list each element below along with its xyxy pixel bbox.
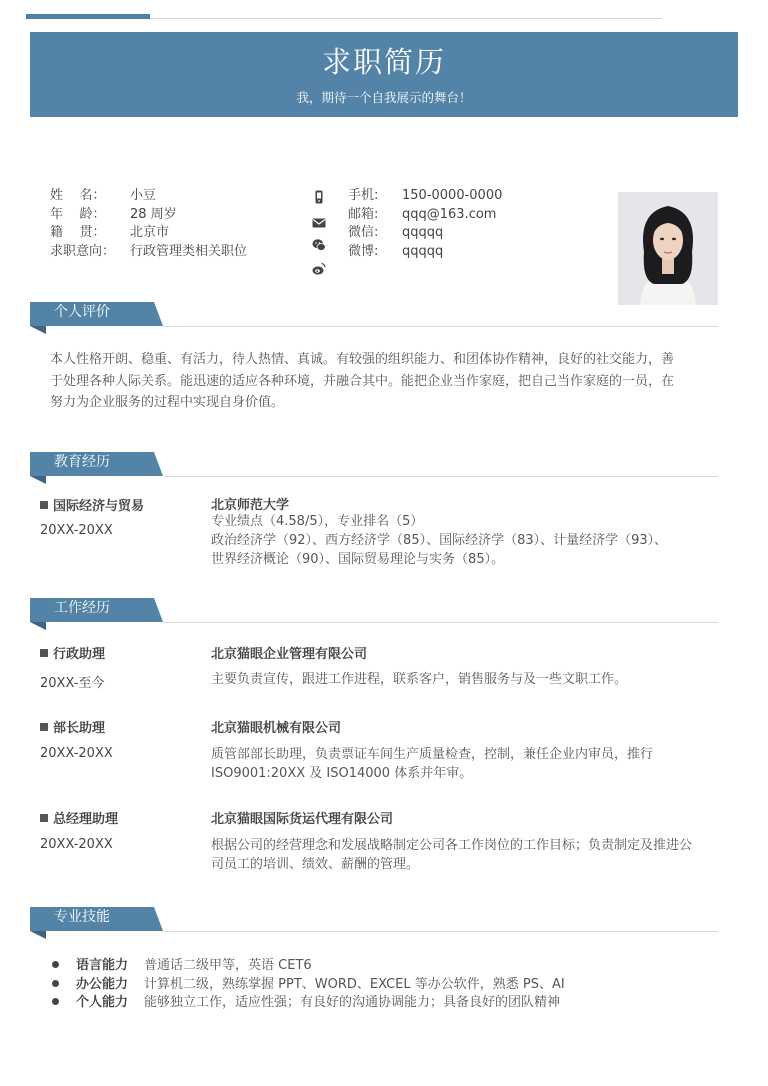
contact-phone: [348, 187, 502, 205]
bullet-icon: [52, 998, 59, 1005]
contact-value: qqqqq: [402, 225, 444, 240]
section-title: 教育经历: [54, 454, 110, 470]
work-company: 北京猫眼企业管理有限公司: [211, 647, 368, 662]
text-line: 本人性格开朗、稳重、有活力，待人热情、真诚。有较强的组织能力、和团体协作精神，良好的社交能力，善: [50, 352, 675, 367]
section-tab-work: [30, 598, 163, 622]
work-desc: [211, 836, 716, 874]
info-value: 小豆: [130, 188, 157, 203]
work-date: 20XX-20XX: [40, 837, 113, 852]
skill-item: [52, 976, 565, 994]
contact-label: 微博:: [348, 244, 379, 259]
info-value: 28 周岁: [130, 207, 177, 222]
text-line: 司员工的培训、绩效、薪酬的管理。: [211, 857, 420, 872]
self-eval-text: [50, 349, 710, 414]
work-date: 20XX-至今: [40, 676, 105, 691]
wechat-icon: [312, 238, 326, 252]
resume-subtitle: 我，期待一个自我展示的舞台！: [296, 90, 472, 105]
work-title: 总经理助理: [40, 808, 118, 827]
skill-desc: 能够独立工作，适应性强；有良好的沟通协调能力；具备良好的团队精神: [144, 995, 561, 1010]
work-title: 行政助理: [40, 643, 105, 662]
section-divider: [163, 931, 718, 932]
section-divider: [163, 622, 718, 623]
info-row-name: [50, 187, 156, 205]
section-divider: [163, 326, 718, 327]
section-fold: [30, 931, 46, 939]
edu-school: 北京师范大学: [211, 498, 290, 513]
text-line: ISO9001:20XX 及 ISO14000 体系并年审。: [211, 766, 473, 781]
info-row-age: [50, 206, 177, 224]
skill-desc: 计算机二级，熟练掌握 PPT、WORD、EXCEL 等办公软件，熟悉 PS、AI: [144, 977, 565, 992]
info-label: 籍 贯：: [50, 225, 106, 240]
contact-weibo: [348, 243, 443, 261]
section-title: 个人评价: [54, 304, 110, 320]
bullet-icon: [52, 961, 59, 968]
skill-name: 语言能力: [76, 958, 129, 973]
work-title: 部长助理: [40, 717, 105, 736]
text-line: 政治经济学（92）、西方经济学（85）、国际经济学（83）、计量经济学（93）、: [211, 533, 668, 548]
skill-name: 个人能力: [76, 995, 129, 1010]
contact-label: 邮箱:: [348, 207, 379, 222]
top-accent-bar: [26, 14, 150, 19]
work-desc: [211, 745, 716, 783]
text-line: 质管部部长助理，负责票证车间生产质量检查，控制，兼任企业内审员，推行: [211, 747, 654, 762]
work-date: 20XX-20XX: [40, 746, 113, 761]
text-line: 专业绩点（4.58/5），专业排名（5）: [211, 514, 424, 529]
info-label: 姓 名：: [50, 188, 106, 203]
work-desc: [211, 670, 716, 689]
section-tab-self-eval: [30, 302, 163, 326]
section-tab-education: [30, 452, 163, 476]
text-line: 根据公司的经营理念和发展战略制定公司各工作岗位的工作目标；负责制定及推进公: [211, 838, 693, 853]
info-label: 年 龄：: [50, 207, 106, 222]
contact-label: 手机:: [348, 188, 379, 203]
work-company: 北京猫眼国际货运代理有限公司: [211, 812, 394, 827]
info-value: 行政管理类相关职位: [130, 244, 248, 259]
section-title: 工作经历: [54, 600, 110, 616]
text-line: 主要负责宣传，跟进工作进程，联系客户，销售服务与及一些文职工作。: [211, 672, 628, 687]
text-line: 于处理各种人际关系。能迅速的适应各种环境，并融合其中。能把企业当作家庭，把自己当作家庭的一员，在: [50, 373, 675, 389]
info-label: 求职意向：: [50, 244, 116, 259]
text-line: 世界经济概论（90）、国际贸易理论与实务（85）。: [211, 552, 505, 567]
phone-icon: [312, 190, 326, 204]
work-company: 北京猫眼机械有限公司: [211, 721, 342, 736]
section-fold: [30, 622, 46, 630]
contact-value: qqq@163.com: [402, 207, 497, 222]
section-divider: [163, 476, 718, 477]
top-divider: [150, 18, 662, 19]
profile-photo: [618, 192, 718, 305]
edu-date: 20XX-20XX: [40, 523, 113, 538]
contact-value: 150-0000-0000: [402, 188, 503, 203]
contact-email: [348, 206, 496, 224]
skill-item: [52, 957, 312, 975]
text-line: 努力为企业服务的过程中实现自身价值。: [50, 395, 285, 410]
skill-name: 办公能力: [76, 977, 129, 992]
contact-wechat: [348, 224, 443, 242]
section-title: 专业技能: [54, 909, 110, 925]
resume-title: 求职简历: [321, 45, 446, 79]
section-tab-skills: [30, 907, 163, 931]
section-fold: [30, 326, 46, 334]
edu-major: 国际经济与贸易: [40, 495, 144, 514]
info-row-hometown: [50, 224, 169, 242]
skill-desc: 普通话二级甲等，英语 CET6: [144, 958, 312, 973]
contact-label: 微信:: [348, 225, 379, 240]
mail-icon: [312, 216, 326, 230]
info-value: 北京市: [130, 225, 170, 240]
contact-value: qqqqq: [402, 244, 444, 259]
edu-desc: [211, 512, 716, 569]
bullet-icon: [52, 980, 59, 987]
header-banner: [30, 32, 738, 117]
skill-item: [52, 994, 560, 1012]
info-row-objective: [50, 243, 247, 261]
weibo-icon: [312, 262, 326, 276]
section-fold: [30, 476, 46, 484]
